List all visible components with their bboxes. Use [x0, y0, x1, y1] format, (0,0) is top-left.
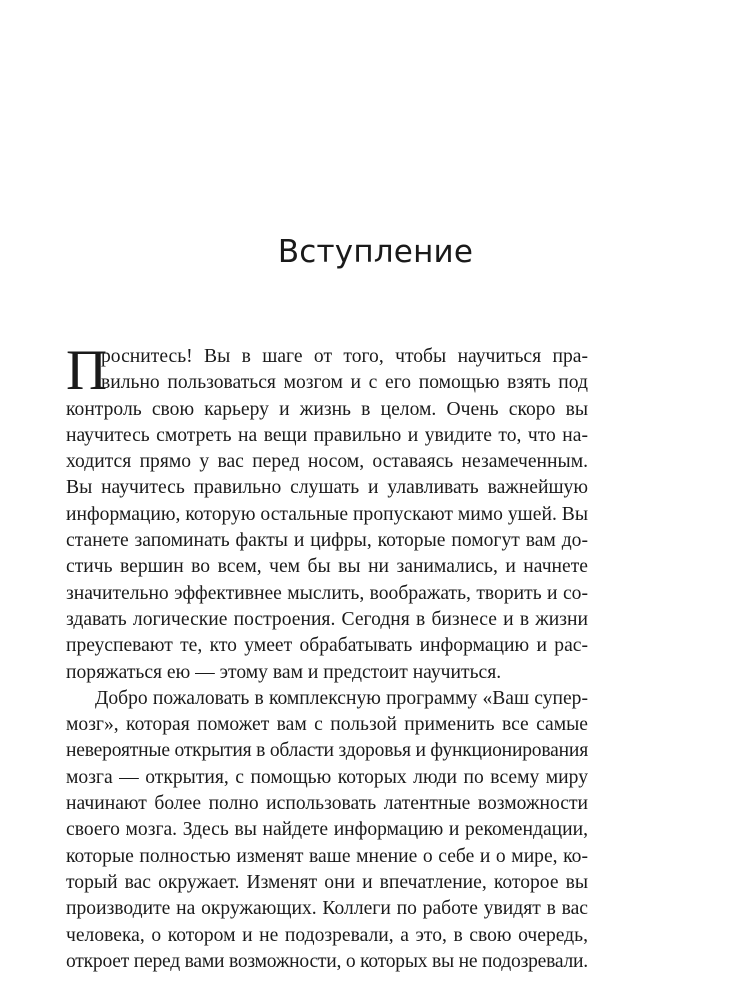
text-line: которые полностью изменят ваше мнение о себе и о мире, ко-: [66, 845, 588, 867]
chapter-heading: Вступление: [277, 234, 474, 270]
text-line: ходится прямо у вас перед носом, оставаясь незамеченным.: [66, 451, 588, 473]
text-line: научитесь смотреть на вещи правильно и увидите то, что на-: [66, 424, 588, 446]
text-line: откроет перед вами возможности, о которых вы не подозревали.: [66, 950, 588, 972]
text-line: роснитесь! Вы в шаге от того, чтобы научиться пра-: [101, 346, 588, 367]
text-line: стичь вершин во всем, чем бы вы ни занимались, и начнете: [66, 556, 588, 578]
text-line: Вы научитесь правильно слушать и улавливать важнейшую: [66, 477, 588, 499]
text-line: человека, о котором и не подозревали, а это, в свою очередь,: [66, 924, 588, 946]
text-line: информацию, которую остальные пропускают мимо ушей. Вы: [66, 503, 588, 525]
text-line: вильно пользоваться мозгом и с его помощью взять под: [101, 372, 588, 394]
text-line: значительно эффективнее мыслить, воображать, творить и со-: [66, 582, 588, 604]
text-line: начинают более полно использовать латентные возможности: [66, 793, 588, 815]
text-line: поряжаться ею — этому вам и предстоит научиться.: [66, 661, 502, 683]
paragraph-1: [66, 339, 588, 686]
text-line: контроль свою карьеру и жизнь в целом. Очень скоро вы: [66, 398, 588, 420]
text-line: Добро пожаловать в комплексную программу «Ваш супер-: [95, 687, 588, 709]
paragraph-2: [66, 686, 588, 975]
text-line: преуспевают те, кто умеет обрабатывать информацию и рас-: [66, 635, 588, 657]
text-line: торый вас окружает. Изменят они и впечатление, которое вы: [66, 871, 588, 893]
text-line: мозга — открытия, с помощью которых люди по всему миру: [66, 766, 588, 788]
text-line: производите на окружающих. Коллеги по работе увидят в вас: [66, 898, 588, 920]
text-line: станете запоминать факты и цифры, которые помогут вам до-: [66, 530, 588, 552]
text-line: мозг», которая поможет вам с пользой применить все самые: [66, 714, 588, 736]
text-line: здавать логические построения. Сегодня в бизнесе и в жизни: [66, 608, 588, 630]
body-text: [66, 339, 588, 975]
drop-cap: П: [66, 339, 108, 402]
text-line: невероятные открытия в области здоровья и функционирования: [66, 740, 588, 762]
text-line: своего мозга. Здесь вы найдете информацию и рекомендации,: [66, 819, 588, 841]
